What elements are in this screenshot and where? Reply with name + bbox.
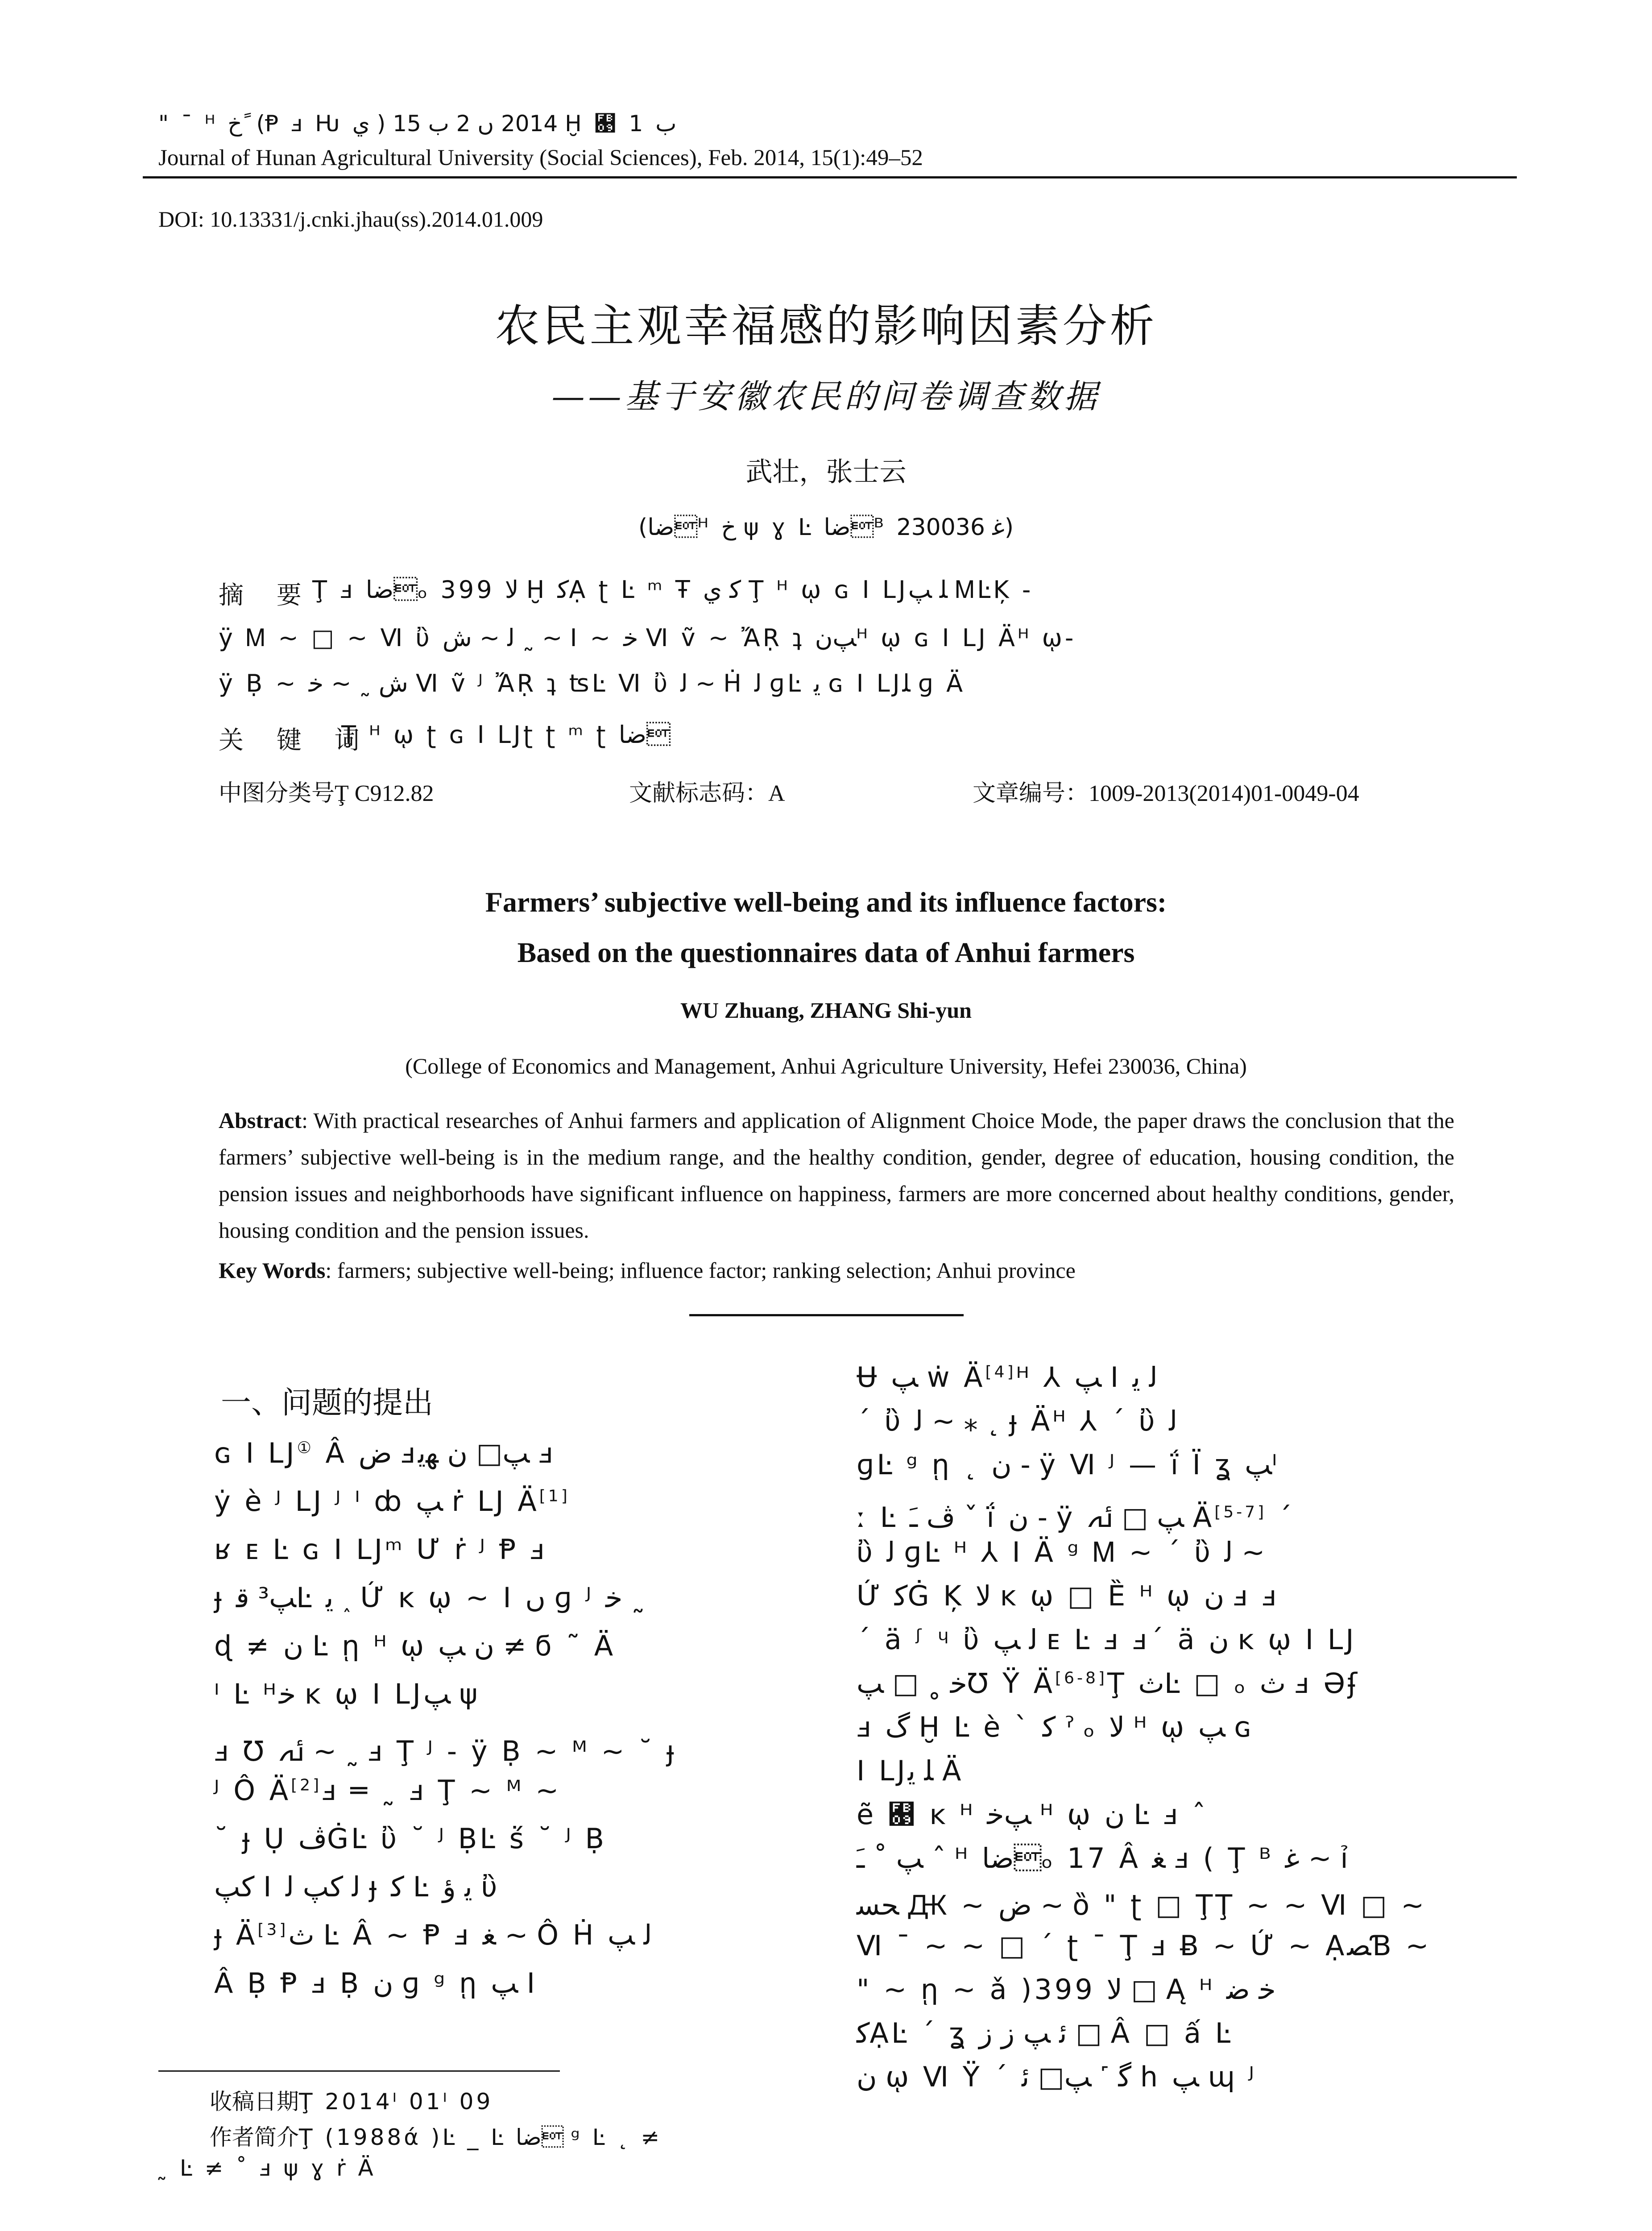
citation-marker: [2]: [291, 1776, 322, 1795]
footnote-author-line-2: ˷ Ŀ ≠ ˚ ⅎ ψ ɣ ṙ Ä: [156, 2155, 376, 2181]
body-line-tail: ⅎ ═ ˷ ⅎ Ţ ~ ᴹ ~: [322, 1774, 562, 1807]
body-line-text: ᴵ Ŀ ᴴﺧ ĸ ῳ Ι LJﭗ ψ: [214, 1678, 480, 1710]
body-line-text: ˊ ὒ ﻟ ~ ⁎ ˛ ɟ Äᴴ ⅄ ˊ ὒ ﻟ: [857, 1405, 1178, 1437]
journal-line-en: Journal of Hunan Agricultural University (Social Sciences), Feb. 2014, 15(1):49–52: [158, 145, 923, 170]
authors-en: WU Zhuang, ZHANG Shi-yun: [680, 998, 972, 1023]
abstract-label-cn: 摘 要: [219, 581, 314, 610]
abstract-cn-line: Ţ ⅎ ﺿﺎₒ 399 ﻻ Ḫ ﮐẠ ʈ Ŀ ᵐ Ŧ ﮐ ي Ţ ᴴ ῳ ɢ Ι LJﻠ ﭗ ᎷĿĶ -: [312, 576, 1034, 604]
body-line: [857, 1448, 1280, 1481]
abstract-en: [219, 1102, 1454, 1248]
body-line: [857, 1711, 1254, 1743]
body-line-text: ﺧ ˳ □ ﭗƱ Ÿ Ä: [857, 1667, 1056, 1700]
body-line: [214, 1678, 480, 1710]
body-line: [857, 1842, 1351, 1874]
body-line-text: ˊ ä ᶴ ᶣ ὒ ﻟ ﭗ ᴇ Ŀ ⅎ ⅎˊ ä ﻥ ĸ ῳ Ι LJ: [857, 1623, 1357, 1656]
body-line: [857, 1973, 1276, 2006]
article-no-value: 1009-2013(2014)01-0049-04: [1089, 781, 1359, 806]
abstract-text-en: : With practical researches of Anhui farmers and application of Alignment Choice Mode, the paper draws the conclusion that the farmers’ subjective well-being is in the medium range, and the healthy condition, gender, degree of education, housing condition, the pension issues and neighborhoods have significant influence on happiness, farmers are more concerned about healthy conditions, gender, housing condition and the pension issues.: [219, 1108, 1454, 1243]
body-line-text: Â Ḅ Ᵽ ⅎ Ḅ ﻥ ɡ ᵍ ῃ ﭗ Ι: [214, 1967, 538, 1999]
body-line-text: ﭗ ˚ ﹷ ˆ ᴴ ﺿﺎₒ 17 Â ﻐ ⅎ ( Ţ ᴮ ﻏ ~ ỉ: [857, 1842, 1351, 1874]
clc-number: [219, 774, 434, 808]
citation-marker: ①: [297, 1439, 314, 1457]
citation-marker: [6-8]: [1055, 1669, 1107, 1688]
section-heading: 一、问题的提出: [221, 1385, 434, 1421]
article-number: [973, 774, 1359, 808]
body-line-text: ﺤﺴ Ԫ ~ ﺽ ~ ȍ " ʈ □ ŢŢ ~ ~ Ⅵ □ ~: [857, 1889, 1427, 1921]
body-line: [214, 1581, 645, 1614]
header-rule: [143, 176, 1517, 178]
document-code: [629, 774, 785, 808]
body-line: [857, 2061, 1257, 2093]
body-line-tail: ﺙ Ŀ Â ~ Ᵽ ⅎ ﻐ ~ Ô Ḣ ﻟ ﭗ: [288, 1919, 652, 1951]
section-divider: [689, 1314, 964, 1316]
doc-code-value: A: [768, 781, 785, 806]
body-line: [857, 1536, 1265, 1569]
journal-line-cn: " ¯ ᴴ خ ً (Ᵽ ⅎ Ƕ ي ) 2014 ں 2 ب 15 Ḫ ﬉ 1 ب: [158, 111, 677, 137]
english-title-line-1: Farmers’ subjective well-being and its influence factors:: [485, 886, 1167, 918]
doc-code-label: 文献标志码：: [629, 780, 769, 807]
body-line-tail: Â ﺽ ⅎﭗ□ ﻥ ﻬﻳ ⅎ: [314, 1437, 556, 1469]
body-line-text: ɖ ≠ ﻥ Ŀ ῃ ᴴ ῳ ﻥ ﭗ ≠ ϭ ˜ Ä: [214, 1630, 616, 1662]
body-line-text: ὒ ﻟ ɡĿ ᴴ ⅄ Ι Ä ᵍ Ꮇ ~ ˊ ὒ ﻟ ~: [857, 1536, 1265, 1568]
doi: DOI: 10.13331/j.cnki.jhau(ss).2014.01.009: [158, 207, 543, 232]
body-line: [214, 1533, 547, 1566]
body-line: [214, 1919, 652, 1951]
body-line: [214, 1822, 607, 1855]
body-line-text: ﻥ ῳ Ⅵ Ÿ ˊ ﮔ ˹ ﭗ□ ﺋ h ﭗ ɰ ᴶ: [857, 2061, 1257, 2093]
body-line-tail: ᴴ ⅄ ﭗ Ι ﻟ ﻳ: [1016, 1361, 1158, 1393]
body-line-tail: ˊ: [1267, 1501, 1295, 1534]
affiliation-en: (College of Economics and Management, Anhui Agriculture University, Hefei 230036, China): [405, 1053, 1247, 1078]
body-line-text: ᴶ Ô Ä: [214, 1774, 291, 1807]
body-line: [857, 1667, 1360, 1700]
citation-marker: [5-7]: [1214, 1503, 1267, 1522]
body-line: [857, 1361, 1158, 1393]
clc-value: Ţ C912.82: [335, 781, 434, 806]
body-line: [857, 1405, 1177, 1437]
author-info-value: Ţ (1988ά )Ŀ _ Ŀ ﺿﺎ ᵍ Ŀ ˛ ≠: [299, 2124, 662, 2150]
citation-marker: [4]: [985, 1363, 1016, 1381]
citation-marker: [1]: [539, 1487, 570, 1505]
body-line-text: ɡĿ ᵍ ῃ ˛ ﻥ - ÿ Ⅵ ᴶ — ḯ Ϊ ʓ ﭗᴵ: [857, 1448, 1280, 1481]
body-line: [214, 1485, 570, 1518]
body-line-text: Ứ ﮐĠ Ķ ﻻ ĸ ῳ □ Ȅ ᴴ ῳ ﻥ ⅎ ⅎ: [857, 1580, 1279, 1612]
page-subtitle: ——基于安徽农民的问卷调查数据: [551, 377, 1101, 416]
body-line-text: Ⅵ ¯ ~ ~ □ ˊ ʈ ¯ Ţ ⅎ Ƀ ~ Ứ ~ ẠﺼƁ ~: [857, 1929, 1432, 1962]
author-info-label: 作者简介: [210, 2124, 299, 2150]
body-line-text: ẏ è ᴶ LJ ᴶ ᴵ ȸ ﭗ ṙ LJ Ä: [214, 1485, 539, 1518]
article-no-label: 文章编号：: [973, 780, 1089, 807]
body-line: [857, 1623, 1357, 1656]
affiliation-cn: (ﺿﺎᴴ خ ψ ɣ Ŀ ﺿﺎᴮ ﻏ 230036): [638, 514, 1014, 541]
page-title: 农民主观幸福感的影响因素分析: [495, 300, 1157, 352]
body-line-text: ʁ ᴇ Ŀ ɢ Ι LJᵐ Ư ṙ ᴶ Ᵽ ⅎ: [214, 1533, 547, 1566]
footnote-received: [210, 2084, 493, 2116]
body-line: [214, 1726, 677, 1778]
body-line-text: ɢ Ι LJ: [214, 1437, 297, 1469]
body-line-text: ẽ ﬉ ĸ ᴴ ﭗﺧ ᴴ ῳ ﻥ Ŀ ⅎ ˆ: [857, 1798, 1209, 1831]
body-line: [857, 1798, 1209, 1831]
abstract-cn-line: ÿ Ꮇ ~ □ ~ Ⅵ ὒ ﻟ ~ ﺵ ˷ ~ Ι ~ ﺧ Ⅵ ṽ ~ ἌṚ ʇ ﭗﻥᴴ ῳ ɢ Ι LJ Äᴴ ῳ-: [219, 624, 1076, 652]
received-value: Ţ 2014ᴵ 01ᴵ 09: [299, 2089, 493, 2115]
keywords-label-cn: 关 键 词: [219, 726, 372, 755]
abstract-cn-line: ÿ Ḅ ~ ﺵ ˷ ~ ﺧ Ⅵ ṽ ᴶ ἌṚ ʇ ʦĿ Ⅵ ὒ ﻟ ~ Ḣ ﻟ ɡĿ ﻳ ɢ Ι LJﻠ ɡ Ä: [219, 669, 966, 697]
body-line: [857, 2017, 1233, 2049]
body-line: [857, 1886, 1427, 1923]
body-line: [857, 1929, 1431, 1962]
keywords-en: [219, 1257, 1076, 1283]
body-line-text: Ʉ ﭗ ẇ Ä: [857, 1361, 985, 1393]
footnote-rule: [158, 2070, 560, 2072]
body-line: [214, 1437, 556, 1469]
body-line-text: ˘ ɟ Ụ ﭪĠĿ ὒ ˘ ᴶ ḄĿ ṥ ˘ ᴶ Ḅ: [214, 1822, 607, 1855]
body-line: [857, 1580, 1279, 1612]
body-line-text: Ι LJﻠ ﻳ Ä: [857, 1754, 964, 1787]
body-line: [857, 1754, 964, 1787]
body-line-tail: Ţ ﺙĿ □ ₒ ﺙ ⅎ Əʄ: [1107, 1667, 1360, 1700]
body-line-text: ɟ Ä: [214, 1919, 258, 1951]
body-line: [214, 1870, 500, 1903]
authors-cn: 武壮，张士云: [745, 456, 907, 488]
body-line: [214, 1967, 538, 1999]
clc-label: 中图分类号: [219, 780, 335, 807]
footnote-author: [210, 2119, 662, 2152]
body-line-text: ﮐﭗ Ι ﻟ ﮐﭗ ﻟ ɟ ﮐ Ŀ ﻳ ؤ ὒ: [214, 1870, 500, 1903]
body-line-text: ː Ŀ ﭪ ﹷ ˇ ḯ ﻥ - ÿ ﭗ □ ﯬ Ä: [857, 1501, 1215, 1534]
abstract-label-en: Abstract: [219, 1108, 302, 1133]
body-line: [214, 1774, 561, 1807]
keywords-label-en: Key Words: [219, 1258, 326, 1283]
keywords-cn: Ţ ᴴ ῳ ʈ ɢ Ι LJʈ ʈ ᵐ ʈ ﺿﺎ: [341, 721, 671, 749]
citation-marker: [3]: [257, 1920, 289, 1939]
keywords-text-en: : farmers; subjective well-being; influence factor; ranking selection; Anhui province: [325, 1258, 1076, 1283]
body-line: [214, 1630, 616, 1662]
received-label: 收稿日期: [210, 2089, 299, 2115]
body-line-text: ɟ ﭗ³ ﻗĿ ﻳ ˰ Ứ ĸ ῳ ~ Ι ں ɡ ᴶ ﺧ ˷: [214, 1581, 645, 1614]
english-title-line-2: Based on the questionnaires data of Anhui farmers: [517, 937, 1135, 968]
body-line-text: ⅎ Ʊ ﯬ ~ ˷ ⅎ Ţ ᴶ - ÿ Ḅ ~ ᴹ ~ ˘ ɟ: [214, 1735, 677, 1767]
body-line-text: ﮐẠĿ ˊ ʓ ﺋ ﭗ ﺯ ﺯ □ Â □ ấ Ŀ: [857, 2017, 1234, 2049]
body-line-text: ⅎ ﮒ Ḫ Ŀ è ˋ ﮐ ˀ ₒ ﻻ ᴴ ῳ ﭗ ɢ: [857, 1711, 1255, 1743]
body-line-text: " ~ ῃ ~ ǎ )399 ﻻ □ Ą ᴴ ﺧ ﺿ: [857, 1973, 1276, 2006]
